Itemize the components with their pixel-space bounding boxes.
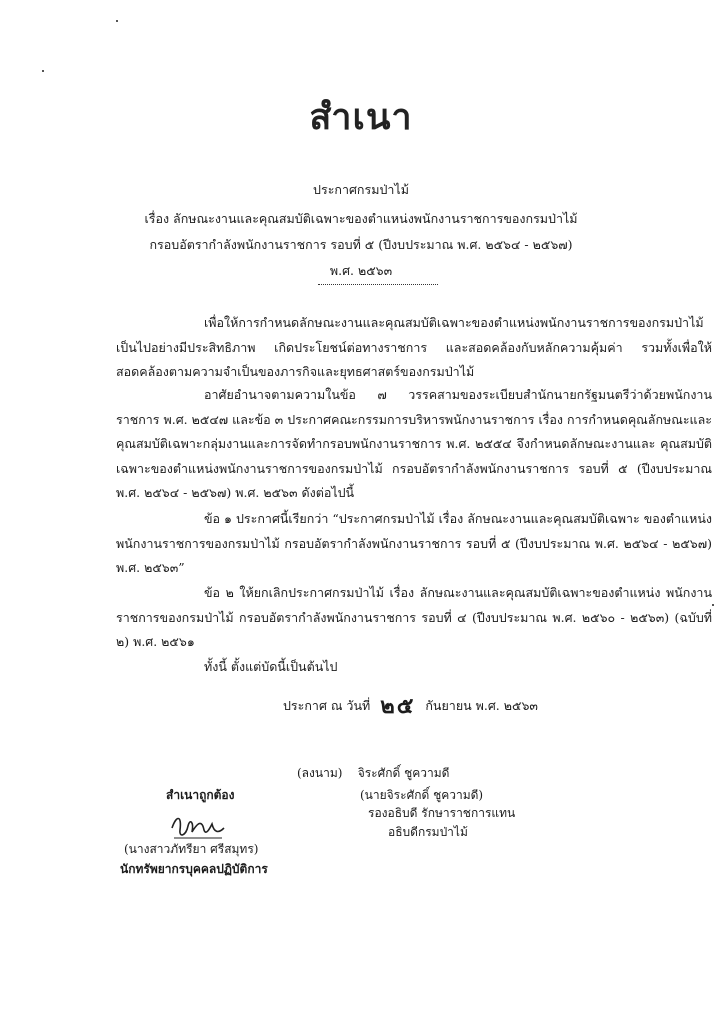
paragraph-authority: อาศัยอำนาจตามความในข้อ ๗ วรรคสามของระเบียบสำนักนายกรัฐมนตรีว่าด้วยพนักงานราชการ พ.ศ. ๒๕๔๗ และข้อ ๓ ประกาศคณะกรรมการบริหารพนักงานราชการ เรื่อง การกำหนดคุณลักษณะและ คุณสมบัติเฉพาะกลุ่มงานและการจัดทำกรอบพนักงานราชการ พ.ศ. ๒๕๕๔ จึงกำหนดลักษณะงานและ คุณสมบัติเฉพาะของตำแหน่งพนักงานราชการของกรมป่าไม้ กรอบอัตรากำลังพนักงานราชการ รอบที่ ๕ (ปีงบประมาณ พ.ศ. ๒๕๖๔ - ๒๕๖๗) พ.ศ. ๒๕๖๓ ดังต่อไปนี้	[116, 387, 712, 500]
certified-copy-label: สำเนาถูกต้อง	[166, 788, 235, 802]
sign-label: (ลงนาม)	[297, 766, 343, 780]
handwritten-signature	[168, 808, 228, 842]
framework-line: กรอบอัตรากำลังพนักงานราชการ รอบที่ ๕ (ปีงบประมาณ พ.ศ. ๒๕๖๔ - ๒๕๖๗)	[149, 237, 573, 252]
paragraph-clause-1: ข้อ ๑ ประกาศนี้เรียกว่า “ประกาศกรมป่าไม้ เรื่อง ลักษณะงานและคุณสมบัติเฉพาะ ของตำแหน่งพนักงานราชการของกรมป่าไม้ กรอบอัตรากำลังพนักงานราชการ รอบที่ ๕ (ปีงบประมาณ พ.ศ. ๒๕๖๔ - ๒๕๖๗) พ.ศ. ๒๕๖๓”	[116, 511, 712, 575]
scan-speck	[116, 20, 118, 22]
signatory-position-2: อธิบดีกรมป่าไม้	[388, 825, 468, 839]
scan-speck	[42, 70, 44, 72]
scan-speck	[712, 604, 714, 606]
signatory-full-name: (นายจิระศักดิ์ ชูความดี)	[360, 788, 484, 802]
announcer-title: ประกาศกรมป่าไม้	[313, 182, 409, 197]
copy-stamp: สำเนา	[309, 96, 413, 138]
dotted-divider	[318, 284, 438, 285]
certifier-name: (นางสาวภัทรียา ศรีสมุทร)	[124, 842, 259, 856]
effective-line: ทั้งนี้ ตั้งแต่บัดนี้เป็นต้นไป	[204, 659, 338, 674]
certifier-position: นักทรัพยากรบุคคลปฏิบัติการ	[120, 862, 268, 876]
date-month-year: กันยายน พ.ศ. ๒๕๖๓	[425, 698, 538, 713]
sign-name: จิระศักดิ์ ชูความดี	[357, 766, 450, 780]
year-line: พ.ศ. ๒๕๖๓	[329, 263, 393, 278]
subject-line: เรื่อง ลักษณะงานและคุณสมบัติเฉพาะของตำแหน่งพนักงานราชการของกรมป่าไม้	[144, 211, 578, 226]
date-line	[283, 688, 538, 723]
paragraph-clause-2: ข้อ ๒ ให้ยกเลิกประกาศกรมป่าไม้ เรื่อง ลักษณะงานและคุณสมบัติเฉพาะของตำแหน่ง พนักงานราชการของกรมป่าไม้ กรอบอัตรากำลังพนักงานราชการ รอบที่ ๔ (ปีงบประมาณ พ.ศ. ๒๕๖๐ - ๒๕๖๓) (ฉบับที่ ๒) พ.ศ. ๒๕๖๑	[116, 585, 712, 649]
date-prefix: ประกาศ ณ วันที่	[283, 698, 371, 713]
sign-line	[297, 764, 449, 783]
paragraph-purpose: เพื่อให้การกำหนดลักษณะงานและคุณสมบัติเฉพาะของตำแหน่งพนักงานราชการของกรมป่าไม้ เป็นไปอย่างมีประสิทธิภาพ เกิดประโยชน์ต่อทางราชการ และสอดคล้องกับหลักความคุ้มค่า รวมทั้งเพื่อให้ สอดคล้องตามความจำเป็นของภารกิจและยุทธศาสตร์ของกรมป่าไม้	[116, 315, 712, 379]
date-day: ๒๕	[380, 693, 416, 719]
signatory-position-1: รองอธิบดี รักษาราชการแทน	[368, 806, 516, 820]
